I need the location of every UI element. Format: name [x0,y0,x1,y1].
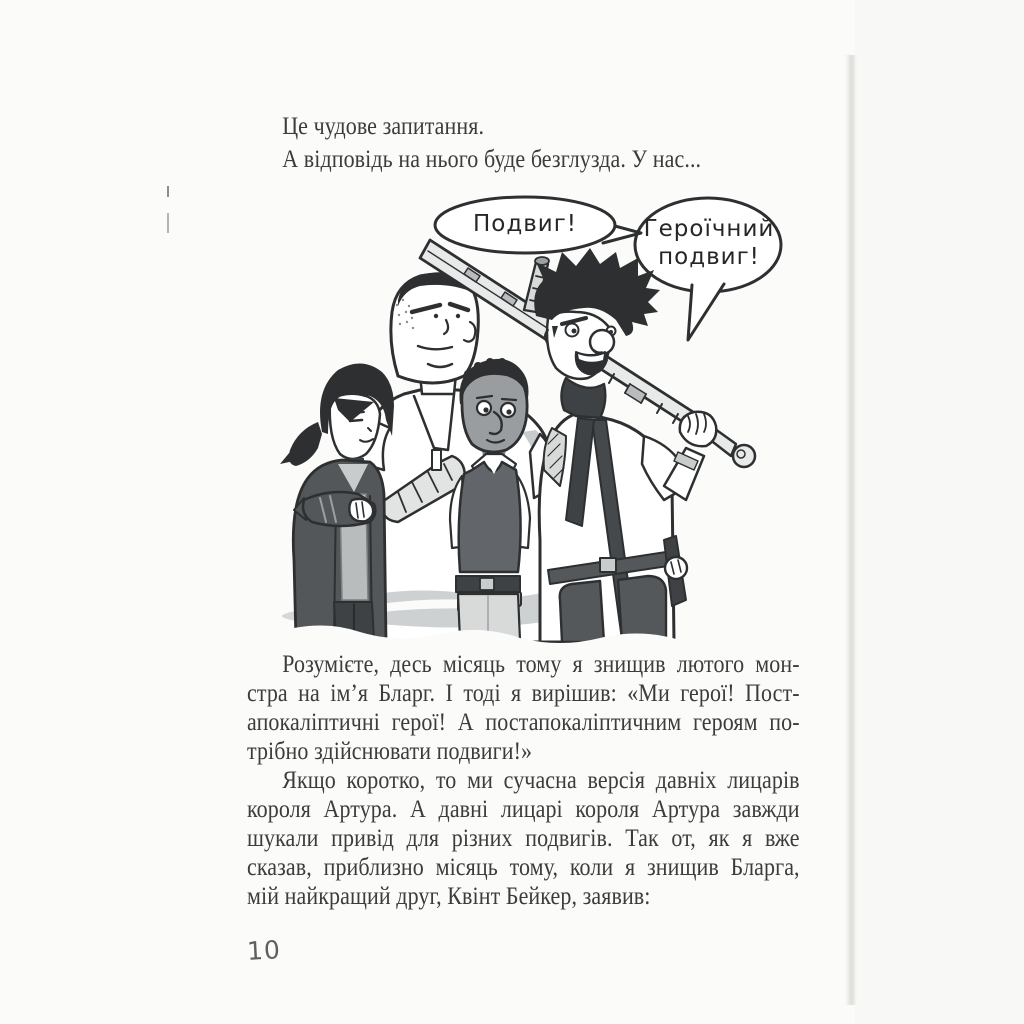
page-number: 10 [246,935,282,966]
text-line: стра на ім’я Бларг. І тоді я вирішив: «Ми герої! Пост- [247,680,800,707]
text-line: А відповідь на нього буде безглузда. У нас... [282,146,702,173]
text-line: Якщо коротко, то ми сучасна версія давніх лицарів [282,767,800,794]
text-line: сказав, приблизно місяць тому, коли я знищив Бларга, [247,854,800,881]
page-edge-shadow [845,55,857,1005]
text-line: шукали привід для різних подвигів. Так от, як я вже [247,825,800,852]
scan-margin-right [855,0,1024,1024]
text-line: короля Артура. А давні лицарі короля Артура завжди [247,796,800,823]
scan-edge-mark [167,186,169,197]
text-line: трібно здійснювати подвиги!» [247,738,533,765]
text-line: мій найкращий друг, Квінт Бейкер, заявив: [247,883,651,910]
character-quint [450,358,530,640]
speech-bubble-text: Героїчний подвиг! [643,216,775,270]
character-june [280,363,394,642]
body-text [247,650,800,911]
scan-edge-mark [167,213,169,233]
text-line: Це чудове запитання. [282,113,485,140]
speech-bubble-text: Подвиг! [472,211,578,237]
dialogue-text [247,110,800,176]
text-line: апокаліптичні герої! А постапокаліптичним героям по- [247,709,800,736]
text-line: Розумієте, десь місяць тому я знищив лютого мон- [282,651,800,678]
